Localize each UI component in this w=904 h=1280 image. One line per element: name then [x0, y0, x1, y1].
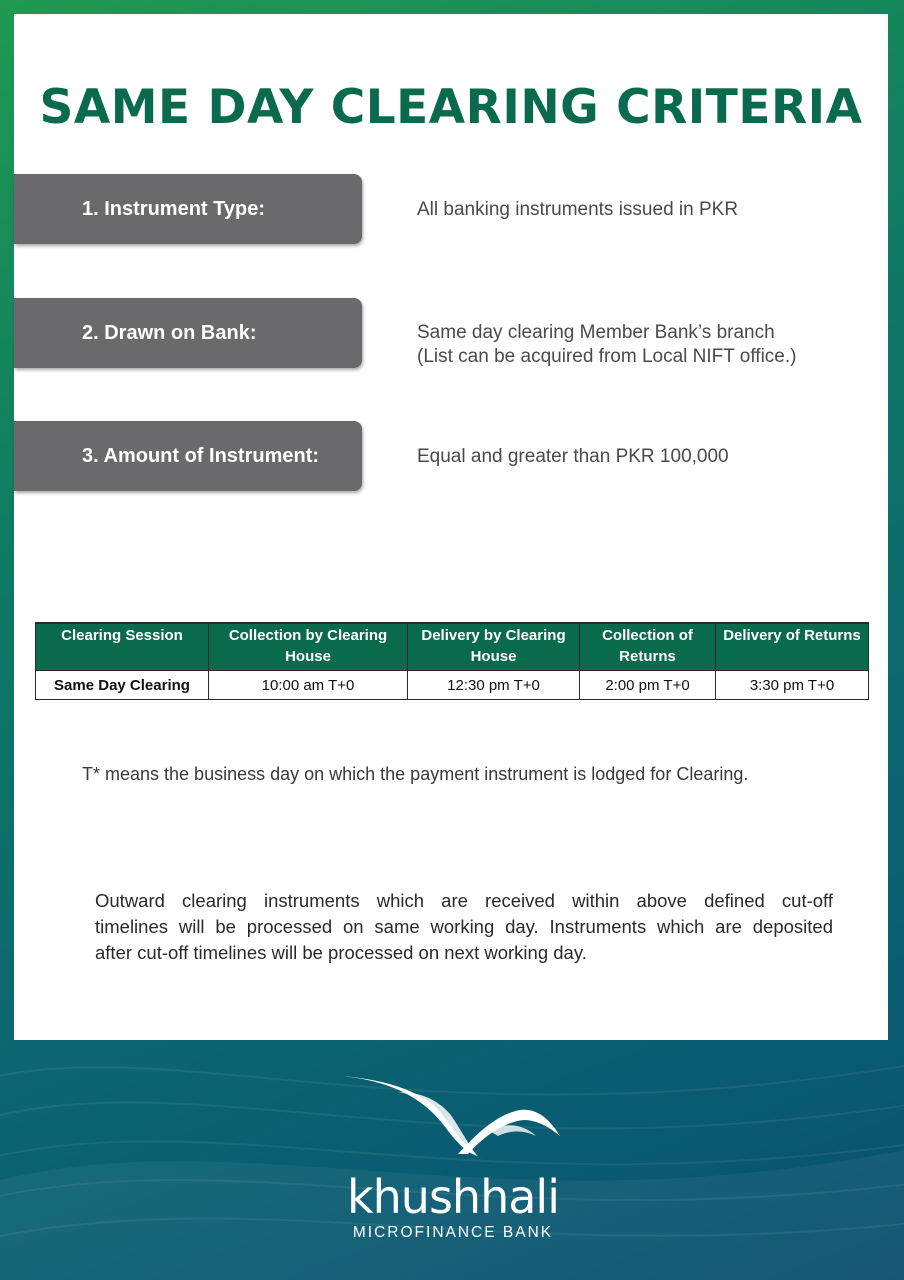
- table-header-cell: Collection of Returns: [580, 623, 716, 671]
- clearing-schedule-table: [35, 622, 869, 700]
- criterion-value-line: All banking instruments issued in PKR: [417, 199, 739, 220]
- criterion-value-line: (List can be acquired from Local NIFT office.): [417, 346, 797, 367]
- criterion-label-instrument-type: 1. Instrument Type:: [14, 174, 362, 244]
- cutoff-note: [95, 888, 833, 966]
- table-header-cell: Delivery by Clearing House: [408, 623, 580, 671]
- t-footnote: T* means the business day on which the payment instrument is lodged for Clearing.: [82, 764, 749, 784]
- logo-swoosh-icon: [338, 1070, 568, 1170]
- table-cell: 10:00 am T+0: [209, 671, 408, 700]
- criterion-value-line: Equal and greater than PKR 100,000: [417, 446, 729, 467]
- table-header-cell: Delivery of Returns: [716, 623, 869, 671]
- criterion-label-amount: 3. Amount of Instrument:: [14, 421, 362, 491]
- note-line: after cut-off timelines will be processed on next working day.: [95, 942, 587, 963]
- note-line: Outward clearing instruments which are received within above defined cut-off: [95, 890, 833, 911]
- table-cell: 3:30 pm T+0: [716, 671, 869, 700]
- table-header-cell: Clearing Session: [36, 623, 209, 671]
- content-card: [14, 14, 888, 1040]
- table-cell: Same Day Clearing: [36, 671, 209, 700]
- criterion-value-instrument-type: [417, 198, 877, 222]
- page-title: SAME DAY CLEARING CRITERIA: [39, 80, 863, 135]
- table-cell: 12:30 pm T+0: [408, 671, 580, 700]
- criterion-label-drawn-on-bank: 2. Drawn on Bank:: [14, 298, 362, 368]
- criterion-value-drawn-on-bank: [417, 321, 877, 369]
- khushhali-logo: [338, 1070, 568, 1270]
- criterion-value-amount: [417, 445, 877, 469]
- criterion-value-line: Same day clearing Member Bank’s branch: [417, 322, 775, 343]
- table-header-cell: Collection by Clearing House: [209, 623, 408, 671]
- table-cell: 2:00 pm T+0: [580, 671, 716, 700]
- table-header-row: [36, 623, 869, 671]
- note-line: timelines will be processed on same working day. Instruments which are deposited: [95, 916, 833, 937]
- logo-subtitle: MICROFINANCE BANK: [352, 1224, 554, 1241]
- table-row: [36, 671, 869, 700]
- logo-wordmark: khushhali: [347, 1170, 559, 1224]
